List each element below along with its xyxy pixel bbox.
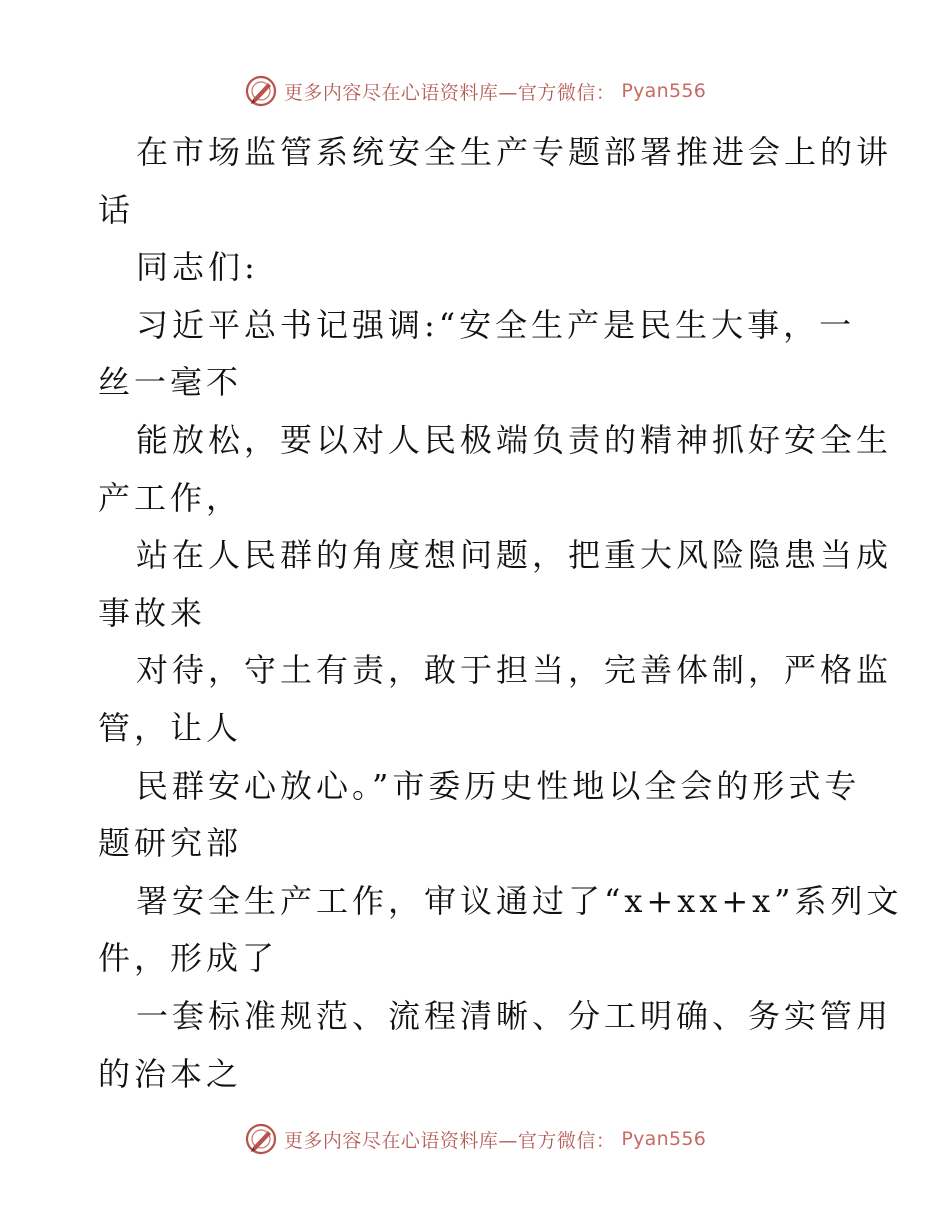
text-line: 同志们: xyxy=(136,248,259,287)
text-line: 一套标准规范、流程清晰、分工明确、务实管用 xyxy=(136,996,893,1035)
text-line: 对待，守土有责，敢于担当，完善体制，严格监 xyxy=(136,651,893,690)
header-watermark xyxy=(0,74,950,108)
watermark-handle: Pyan556 xyxy=(621,80,707,102)
text-line: 署安全生产工作，审议通过了“x+xx+x”系列文 xyxy=(136,881,903,920)
text-line: 在市场监管系统安全生产专题部署推进会上的讲 xyxy=(136,133,893,171)
pen-logo-icon xyxy=(244,1122,278,1156)
pen-logo-icon xyxy=(244,74,278,108)
document-body xyxy=(98,124,903,1103)
footer-watermark xyxy=(0,1122,950,1156)
text-line: 习近平总书记强调:“安全生产是民生大事，一 xyxy=(136,305,856,344)
watermark-handle: Pyan556 xyxy=(621,1128,707,1150)
watermark-text: 更多内容尽在心语资料库—官方微信： xyxy=(283,1129,616,1152)
text-line: 话 xyxy=(98,190,135,229)
text-line: 能放松，要以对人民极端负责的精神抓好安全生 xyxy=(136,420,893,459)
text-line: 产工作， xyxy=(98,478,243,517)
text-line: 的治本之 xyxy=(98,1054,243,1093)
text-line: 管，让人 xyxy=(98,708,243,747)
watermark-text: 更多内容尽在心语资料库—官方微信： xyxy=(283,81,616,104)
text-line: 件，形成了 xyxy=(98,939,279,978)
text-line: 站在人民群的角度想问题，把重大风险隐患当成 xyxy=(136,536,893,575)
text-line: 丝一毫不 xyxy=(98,363,243,402)
text-line: 题研究部 xyxy=(98,824,243,863)
text-line: 民群安心放心。”市委历史性地以全会的形式专 xyxy=(136,766,861,805)
text-line: 事故来 xyxy=(98,593,207,632)
